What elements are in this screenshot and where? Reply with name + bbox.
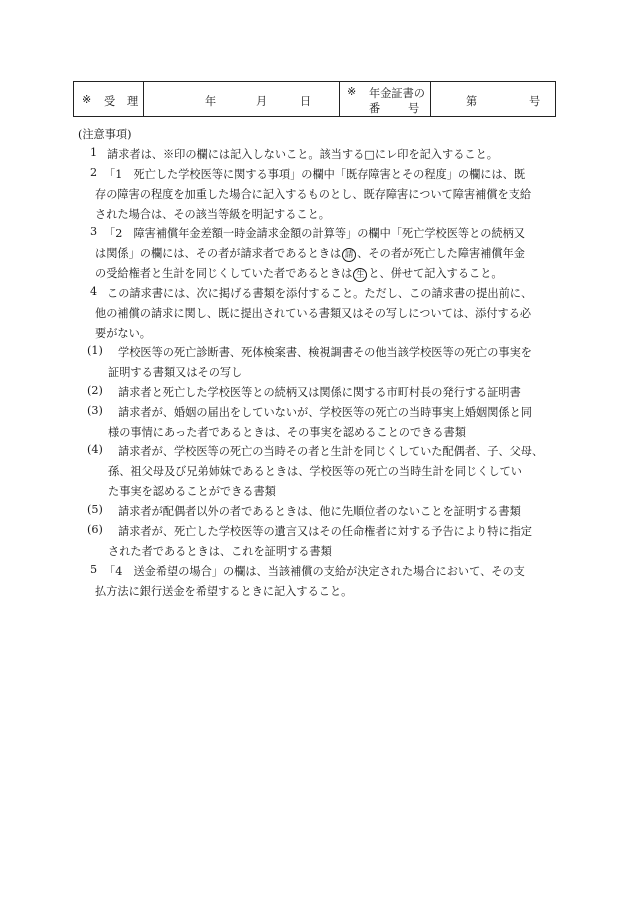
sub-1-line-2: 証明する書類又はその写し [108, 366, 243, 379]
note-3-line-3 [95, 265, 503, 282]
note-3-line-1: 「2 障害補償年金差額一時金請求金額の計算等」の欄中「死亡学校医等との続柄又 [104, 227, 526, 240]
note-3-line-3b: と、併せて記入すること。 [368, 267, 503, 280]
certificate-number-cell [431, 82, 555, 116]
sub-2-line-1: 請求者と死亡した学校医等との続柄又は関係に関する市町村長の発行する証明書 [118, 386, 521, 399]
circled-sei-life-mark: 生 [353, 268, 367, 282]
note-number: 4 [90, 285, 98, 298]
note-number: 2 [90, 166, 98, 179]
note-number: 5 [90, 563, 98, 576]
note-1-line-1: 請求者は、※印の欄には記入しないこと。該当する□にレ印を記入すること。 [107, 148, 498, 161]
sub-3-line-2: 様の事情にあった者であるときは、その事実を認めることのできる書類 [108, 426, 466, 439]
sub-3-line-1: 請求者が、婚姻の届出をしていないが、学校医等の死亡の当時事実上婚姻関係と同 [118, 406, 532, 419]
note-3-line-2b: 、その者が死亡した障害補償年金 [357, 247, 525, 260]
sub-4-line-2: 孫、祖父母及び兄弟姉妹であるときは、学校医等の死亡の当時生計を同じくしてい [108, 465, 522, 478]
notes-heading: (注意事項) [78, 128, 132, 141]
circled-sei-mark: 請 [342, 248, 356, 262]
sub-item-number: (2) [87, 384, 103, 397]
receipt-label-uke: 受 [104, 95, 116, 108]
certificate-number-label-cell [340, 82, 431, 116]
sub-item-number: (4) [87, 443, 103, 456]
certificate-label-line1: 年金証書の [369, 87, 425, 100]
sub-item-number: (3) [87, 404, 103, 417]
note-4-line-1: この請求書には、次に掲げる書類を添付すること。ただし、この請求書の提出前に、 [107, 287, 533, 300]
note-5-line-2: 払方法に銀行送金を希望するときに記入すること。 [95, 585, 353, 598]
receipt-table [73, 81, 556, 117]
certificate-label-ban: 番 [369, 102, 381, 115]
note-5-line-1: 「4 送金希望の場合」の欄は、当該補償の支給が決定された場合において、その支 [104, 565, 525, 578]
certificate-label-go: 号 [408, 102, 420, 115]
sub-6-line-1: 請求者が、死亡した学校医等の遺言又はその任命権者に対する予告により特に指定 [118, 525, 532, 538]
note-3-line-3a: の受給権者と生計を同じくしていた者であるときは [95, 267, 353, 280]
certificate-dai: 第 [466, 95, 478, 108]
sub-item-number: (1) [87, 344, 103, 357]
receipt-month: 月 [256, 95, 268, 108]
receipt-date-cell [144, 82, 340, 116]
note-3-line-2 [95, 245, 525, 262]
sub-item-number: (6) [87, 523, 103, 536]
receipt-day: 日 [300, 95, 312, 108]
sub-4-line-1: 請求者が、学校医等の死亡の当時その者と生計を同じくしていた配偶者、子、父母、 [118, 445, 544, 458]
note-2-line-3: された場合は、その該当等級を明記すること。 [95, 208, 330, 221]
sub-6-line-2: された者であるときは、これを証明する書類 [108, 545, 332, 558]
receipt-label-ri: 理 [127, 95, 139, 108]
sub-4-line-3: た事実を認めることができる書類 [108, 485, 276, 498]
certificate-go: 号 [529, 95, 541, 108]
sub-5-line-1: 請求者が配偶者以外の者であるときは、他に先順位者のないことを証明する書類 [118, 505, 521, 518]
note-2-line-2: 存の障害の程度を加重した場合に記入するものとし、既存障害について障害補償を支給 [95, 188, 532, 201]
sub-item-number: (5) [87, 503, 103, 516]
note-4-line-3: 要がない。 [95, 327, 151, 340]
note-3-line-2a: は関係」の欄には、その者が請求者であるときは [95, 247, 342, 260]
certificate-mark: ※ [347, 85, 357, 98]
note-number: 1 [90, 146, 98, 159]
sub-1-line-1: 学校医等の死亡診断書、死体検案書、検視調書その他当該学校医等の死亡の事実を [118, 346, 532, 359]
note-2-line-1: 「1 死亡した学校医等に関する事項」の欄中「既存障害とその程度」の欄には、既 [104, 168, 526, 181]
receipt-mark: ※ [82, 93, 92, 106]
receipt-label-cell [74, 82, 144, 116]
note-4-line-2: 他の補償の請求に関し、既に提出されている書類又はその写しについては、添付する必 [95, 307, 532, 320]
note-number: 3 [90, 225, 98, 238]
receipt-year: 年 [205, 95, 217, 108]
